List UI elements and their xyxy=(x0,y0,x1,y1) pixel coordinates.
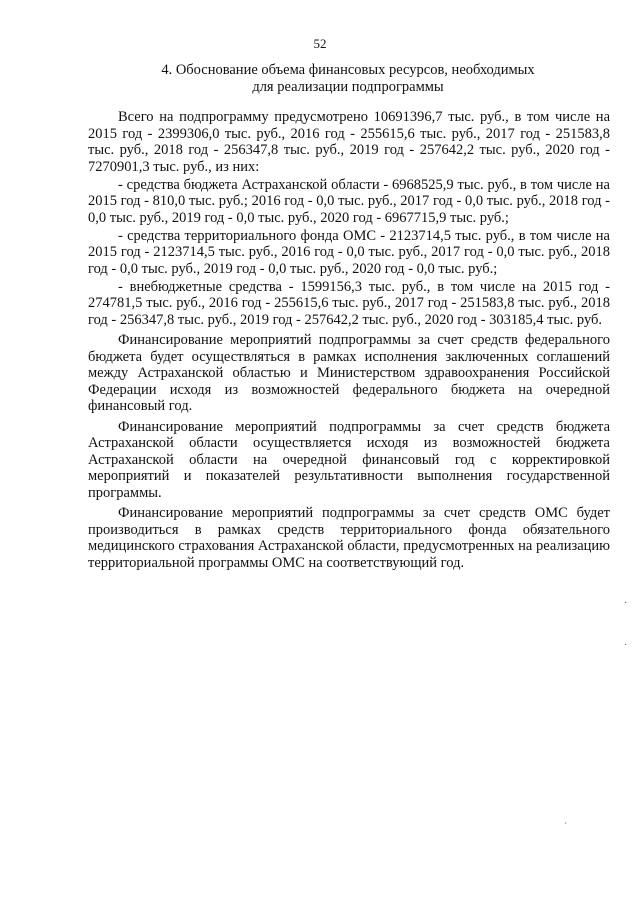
section-heading-line-1: 4. Обоснование объема финансовых ресурсов, необходимых xyxy=(161,62,535,78)
scan-speck: · xyxy=(624,598,628,609)
paragraph-federal-financing: Финансирование мероприятий подпрограммы за счет средств федерального бюджета будет осуществляться в рамках исполнения заключенных соглашений между Астраханской областью и Министерством здравоохранения Российской Федерации исходя из возможностей федерального бюджета на очередной финансовый год. xyxy=(88,332,610,414)
paragraph-oms-fund: - средства территориального фонда ОМС - 2123714,5 тыс. руб., в том числе на 2015 год - 2123714,5 тыс. руб., 2016 год - 0,0 тыс. руб., 2017 год - 0,0 тыс. руб., 2018 год - 0,0 тыс. руб., 2019 год - 0,0 тыс. руб., 2020 год - 0,0 тыс. руб.; xyxy=(88,227,610,277)
section-heading xyxy=(90,62,606,96)
body-text xyxy=(88,109,610,573)
paragraph-regional-financing: Финансирование мероприятий подпрограммы за счет средств бюджета Астраханской области осуществляется исходя из возможностей бюджета Астраханской области на очередной финансовый год с корректировкой мероприятий и показателей результативности выполнения государственной программы. xyxy=(88,418,610,501)
paragraph-total-funding: Всего на подпрограмму предусмотрено 10691396,7 тыс. руб., в том числе на 2015 год - 2399306,0 тыс. руб., 2016 год - 255615,6 тыс. руб., 2017 год - 251583,8 тыс. руб., 2018 год - 256347,8 тыс. руб., 2019 год - 257642,2 тыс. руб., 2020 год - 7270901,3 тыс. руб., из них: xyxy=(88,109,610,175)
scan-speck: · xyxy=(624,640,628,651)
scan-speck: ´ xyxy=(564,822,568,833)
section-heading-line-2: для реализации подпрограммы xyxy=(252,79,444,95)
page-number: 52 xyxy=(313,36,327,51)
paragraph-regional-budget: - средства бюджета Астраханской области - 6968525,9 тыс. руб., в том числе на 2015 год - 810,0 тыс. руб.; 2016 год - 0,0 тыс. руб., 2017 год - 0,0 тыс. руб., 2018 год - 0,0 тыс. руб., 2019 год - 0,0 тыс. руб., 2020 год - 6967715,9 тыс. руб.; xyxy=(88,176,610,226)
paragraph-extrabudgetary: - внебюджетные средства - 1599156,3 тыс. руб., в том числе на 2015 год - 274781,5 тыс. руб., 2016 год - 255615,6 тыс. руб., 2017 год - 251583,8 тыс. руб., 2018 год - 256347,8 тыс. руб., 2019 год - 257642,2 тыс. руб., 2020 год - 303185,4 тыс. руб. xyxy=(88,278,610,328)
paragraph-oms-financing: Финансирование мероприятий подпрограммы за счет средств ОМС будет производиться в рамках средств территориального фонда обязательного медицинского страхования Астраханской области, предусмотренных на реализацию территориальной программы ОМС на соответствующий год. xyxy=(88,505,610,571)
